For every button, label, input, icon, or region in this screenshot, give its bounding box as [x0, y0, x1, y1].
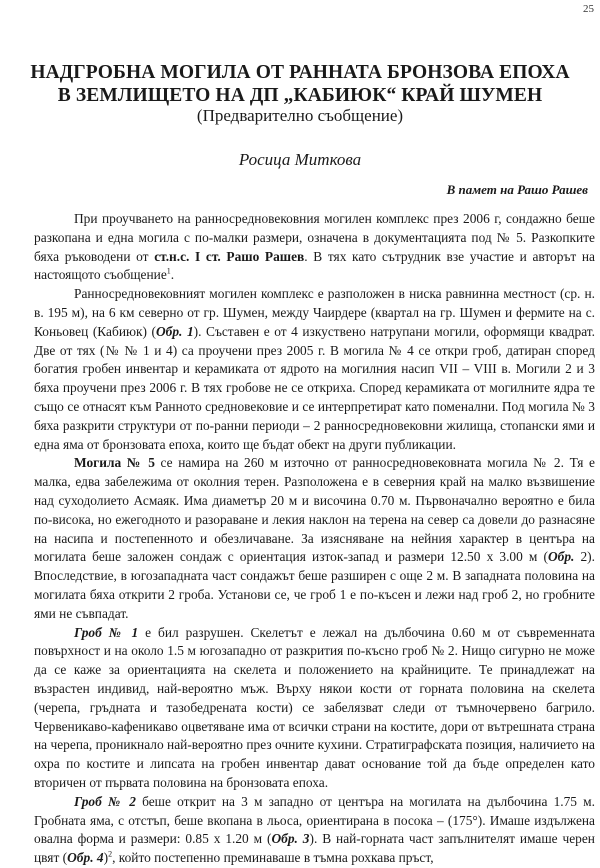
footnote-ref-2[interactable]: 2 — [108, 849, 113, 859]
text-run: , който постепенно преминаваше в тъмна рохкава пръст, — [112, 850, 434, 866]
author-name: Росица Миткова — [238, 150, 362, 169]
figure-ref-2: Обр. — [547, 549, 575, 565]
figure-ref-4: Обр. 4 — [67, 850, 104, 866]
text-run: . — [170, 267, 175, 283]
grave-1-heading: Гроб № 1 — [74, 624, 139, 640]
figure-ref-1: Обр. 1 — [155, 323, 194, 339]
text-run: е бил разрушен. Скелетът е лежал на дълбочина 0.60 м от съвременната повърхност и на около 1.5 м югозападно от разкрития по-късно гроб № 2. Нищо сигурно не може да се каже за ориентацията на скелета и положението на крайниците. Те принадлежат на възрастен индивид, най-вероятно мъж. Върху някои кости от горната половина на скелета (черепа, гръдната и тазобедрената кости) се забелязват следи от тъмночервено багрило. Червеникаво-кафеникаво оцветяване има от всички страни на костите, дори от вътрешната страна на черепа, проникнало най-вероятно през очните кухини. Стратиграфската позиция, наличието на охра по костите и липсата на гробен инвентар дават основание той да бъде определен като вторичен от първата половина на бронзовата епоха. — [34, 624, 595, 790]
text-run: се намира на 260 м източно от ранносредновековната могила № 2. Тя е малка, едва забележима от околния терен. Разположена е в северния край на малко възвишение над суходолието Асмаяк. Има диаметър 20 м и височина 0.70 м. Първоначално вероятно е била по-висока, но ежегодното и разораване и лекия наклон на терена на север са довели до разнасяне на насипа и постепенното и обезличаване. За изясняване на нейния характер в центъра на могилата беше заложен сондаж с ориентация изток-запад и размери 12.50 х 3.00 м ( — [34, 455, 595, 565]
text-run: При проучването на ранносредновековния могилен комплекс през 2006 г, сондажно беше разкопана и една могила с по-малки размери, означена в документацията под № 5. Разкопките бяха ръководени от — [34, 211, 595, 264]
text-run: Ранносредновековният могилен комплекс е разположен в ниска равнинна местност (ср. н. в. 195 м), на 6 км северно от гр. Шумен, между Чаирдере (квартал на гр. Шумен и фермите на с. Коньовец (Кабиюк) ( — [34, 286, 595, 339]
article-title-line-1: НАДГРОБНА МОГИЛА ОТ РАННАТА БРОНЗОВА ЕПОХА — [30, 62, 570, 83]
dedication: В памет на Рашо Рашев — [446, 182, 588, 197]
page-number: 25 — [583, 3, 594, 15]
footnote-ref-1[interactable]: 1 — [166, 266, 171, 276]
text-run: ). В най-горната част запълнителят имаше черен цвят ( — [34, 831, 595, 866]
paragraph-complex — [34, 285, 595, 454]
article-subtitle: (Предварително съобщение) — [196, 106, 404, 125]
text-run: . В тях като сътрудник взе участие и авторът на настоящото съобщение — [34, 248, 595, 283]
figure-ref-3: Обр. 3 — [271, 831, 310, 847]
text-run: беше открит на 3 м западно от центъра на могилата на дълбочина 1.75 м. Гробната яма, с отстъп, беше вкопана в льоса, ориентирана в посока – (175°). Имаше издължена овална форма и размери: 0.85 х 1.20 м ( — [34, 793, 595, 847]
excavation-leader: ст.н.с. I ст. Рашо Рашев — [154, 248, 305, 264]
text-run: ). Съставен е от 4 изкуствено натрупани могили, оформящи квадрат. Две от тях (№ № 1 и 4) са проучени през 2005 г. В могила № 4 се откри гроб, датиран според богатия гробен инвентар и керамиката от ядрото на могилния насип VII – VIII в. Могили 2 и 3 бяха проучени през 2006 г. В тях гробове не се откриха. Според керамиката от могилните ядра те също се отнасят към Ранното средновековие и се интерпретират като поменални. Под могила № 3 бяха разкрити структури от по-ранни периоди – 2 ранносредновековни жилища, стопански ями и една яма от бронзовата епоха, които ще бъдат обект на други публикации. — [34, 323, 595, 452]
mound-5-heading: Могила № 5 — [74, 455, 155, 471]
paragraph-grave-2 — [34, 793, 595, 868]
text-run: 2). Впоследствие, в югозападната част сондажът беше разширен с още 2 м. В западната половина на могилата бяха открити 2 гроба. Установи се, че гроб 1 е по-късен и лежи над гроб 2, но гробните ями не съвпадат. — [34, 549, 595, 621]
paragraph-intro — [34, 210, 595, 285]
text-run: ) — [103, 850, 109, 866]
article-title-line-2: В ЗЕМЛИЩЕТО НА ДП „КАБИЮК“ КРАЙ ШУМЕН — [57, 85, 543, 106]
paragraph-mound-5 — [34, 454, 595, 623]
article-body — [34, 210, 595, 868]
paragraph-grave-1 — [34, 624, 595, 793]
grave-2-heading: Гроб № 2 — [74, 793, 136, 809]
